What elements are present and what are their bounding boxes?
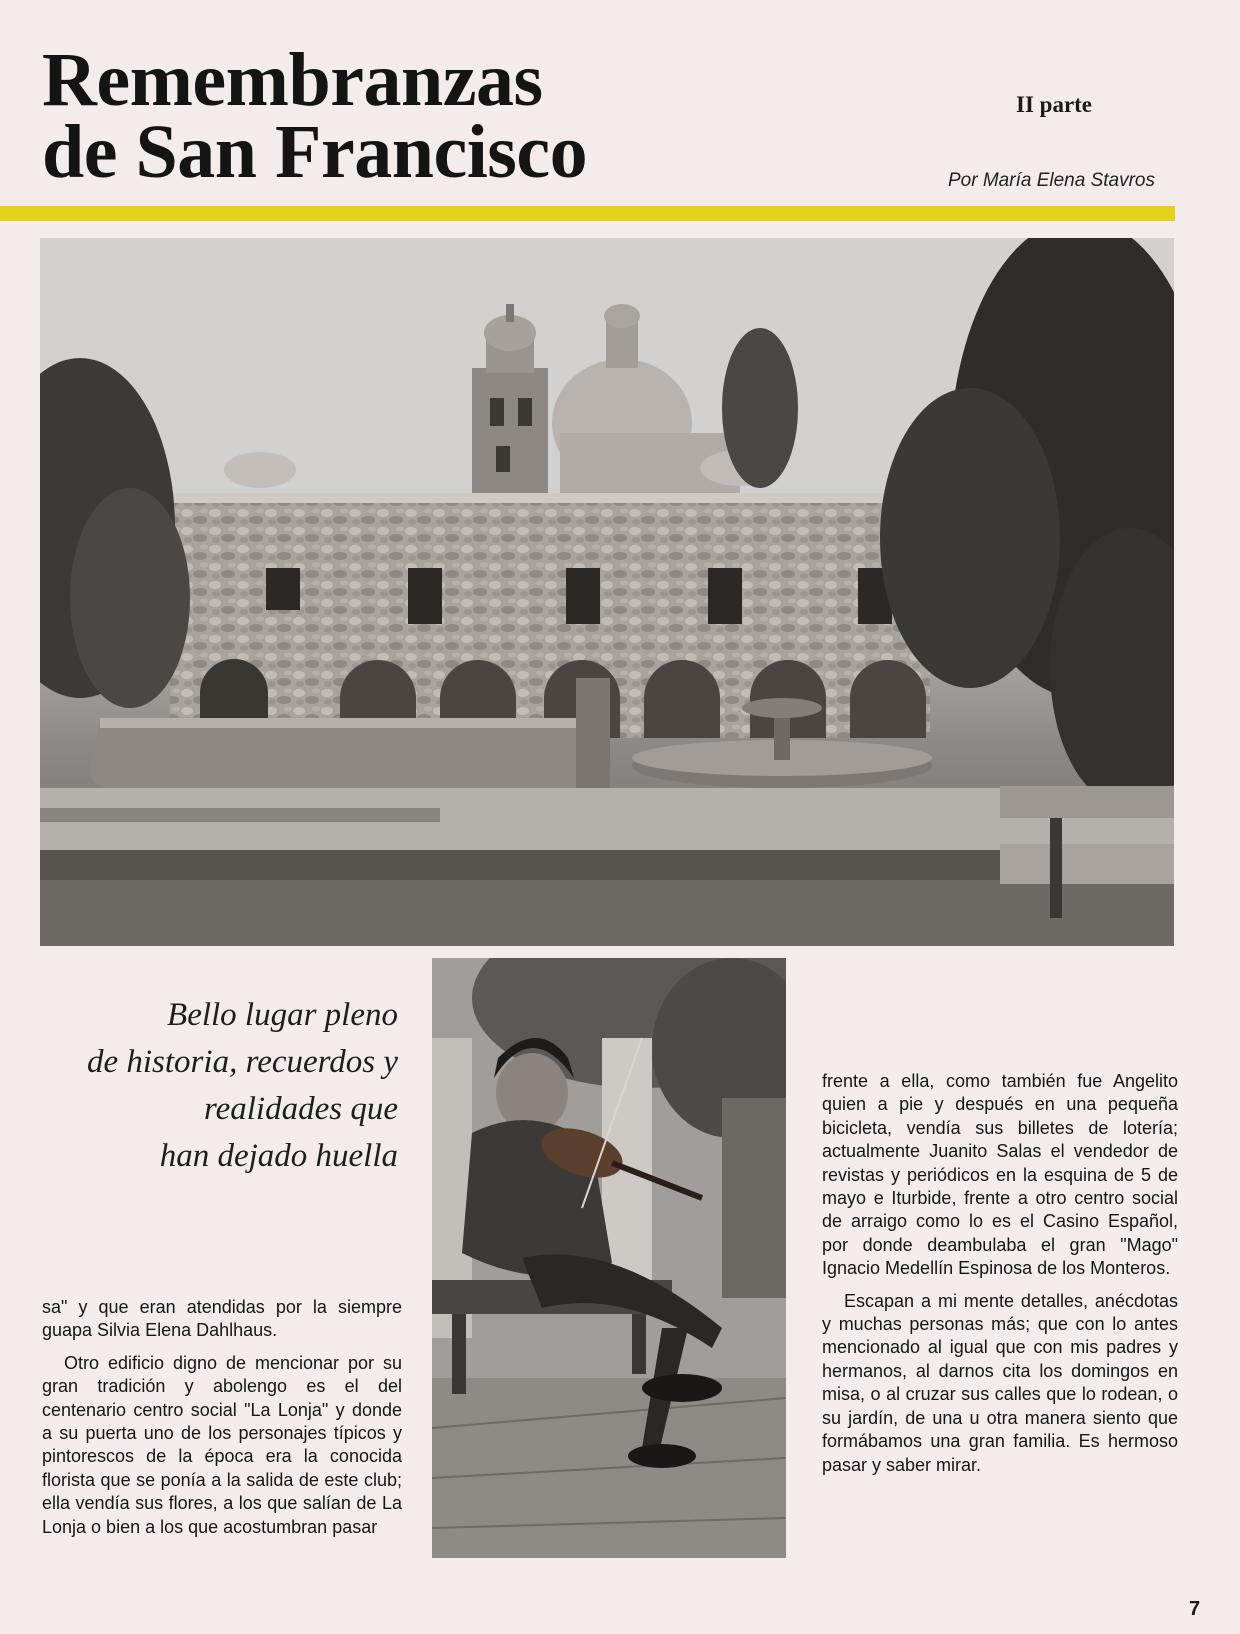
paragraph: Escapan a mi mente detalles, anécdotas y muchas personas más; que con lo antes mencionado al igual que con mis padres y hermanos, al darnos cita los domingos en misa, o al cruzar sus calles que lo rodean, o su jardín, de una u otra manera siento que formábamos una gran familia. Es hermoso pasar y saber mirar. [822,1290,1178,1475]
byline: Por María Elena Stavros [948,170,1155,191]
pull-quote-line-2: de historia, recuerdos y [86,1044,398,1080]
plaza-photo [40,238,1174,946]
part-label: II parte [1016,92,1093,117]
title-line-1: Remembranzas [42,38,543,122]
pull-quote-line-4: han dejado huella [159,1138,398,1174]
violinist-photo [432,958,786,1558]
paragraph: Otro edificio digno de mencionar por su gran tradición y abolengo es el del centenario centro social "La Lonja" y donde a su puerta uno de los personajes típicos y pintorescos de la época era la conocida florista que se ponía a la salida de este club; ella vendía sus flores, a los que salían de La Lonja o bien a los que acostumbran pasar [42,1352,402,1537]
violinist-photo-illustration [432,958,786,1558]
text-column-right [822,1070,1178,1477]
article-title [42,38,588,194]
page-number: 7 [1189,1598,1201,1620]
pull-quote-line-3: realidades que [204,1091,398,1127]
yellow-divider [0,206,1175,221]
pull-quote-line-1: Bello lugar pleno [167,997,398,1033]
plaza-photo-illustration [40,238,1174,946]
text-column-left [42,1296,402,1539]
paragraph: frente a ella, como también fue Angelito quien a pie y después en una pequeña bicicleta, vendía sus billetes de lotería; actualmente Juanito Salas el vendedor de revistas y periódicos en la esquina de 5 de mayo e Iturbide, frente a otro centro social de arraigo como lo es el Casino Español, por donde deambulaba el gran "Mago" Ignacio Medellín Espinosa de los Monteros. [822,1071,1178,1279]
pull-quote [28,992,398,1180]
title-line-2: de San Francisco [42,110,588,194]
paragraph: sa" y que eran atendidas por la siempre guapa Silvia Elena Dahlhaus. [42,1297,402,1341]
